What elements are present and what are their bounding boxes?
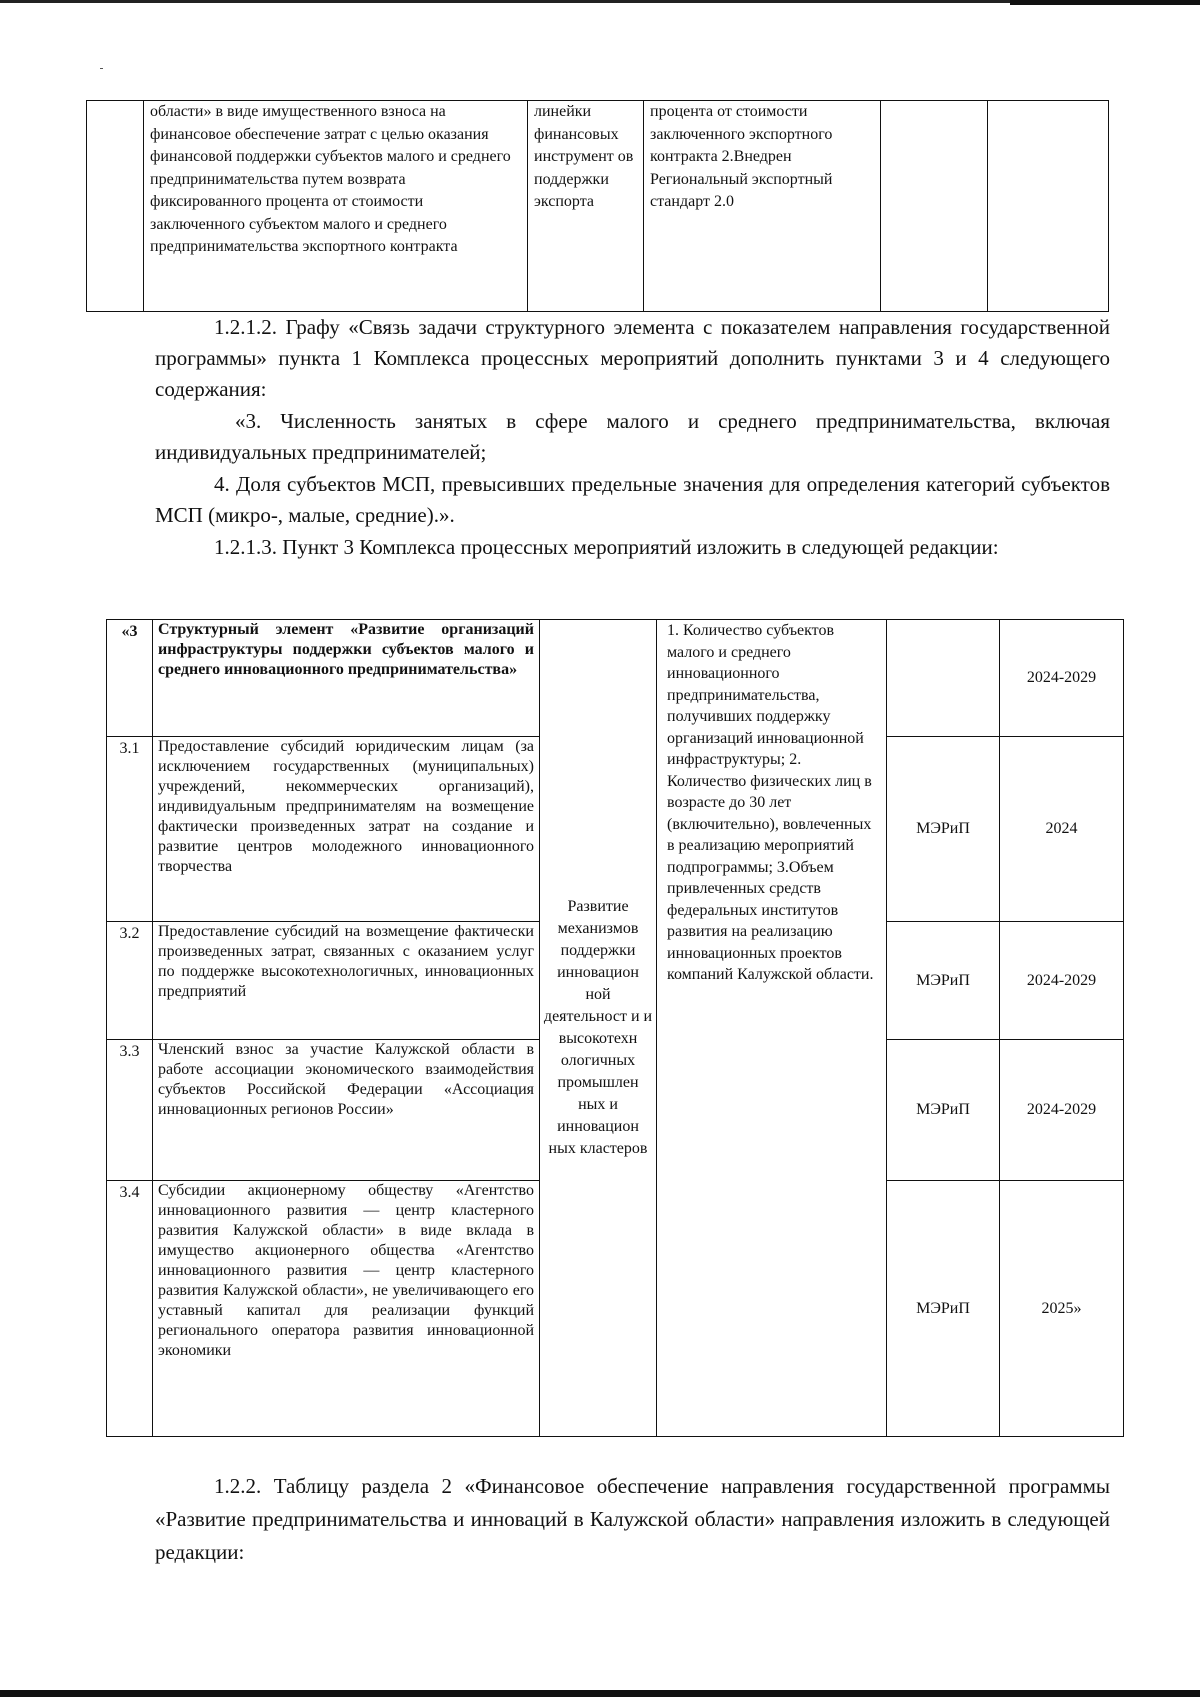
row-number: 3.2 [107,922,153,1040]
paragraph-1-2-1-3: 1.2.1.3. Пункт 3 Комплекса процессных мероприятий изложить в следующей редакции: [214,535,999,559]
period-cell: 2025» [1000,1181,1124,1437]
activity-description: Членский взнос за участие Калужской области в работе ассоциации экономического взаимодействия субъектов Российской Федерации «Ассоциация инновационных регионов России» [153,1040,540,1181]
activity-description: Предоставление субсидий юридическим лицам (за исключением государственных (муниципальных) учреждений, некоммерческих организаций), индивидуальным предпринимателям на возмещение фактически произведенных затрат на создание и развитие центров молодежного инновационного творчества [153,737,540,922]
row-number: 3.1 [107,737,153,922]
top-table-cell-indicator: процента от стоимости заключенного экспортного контракта 2.Внедрен Региональный экспортный стандарт 2.0 [644,101,881,312]
task-goal-cell: Развитие механизмов поддержки инновацион ной деятельност и и высокотехн ологичных промышлен ных и инновацион ных кластеров [540,620,657,1437]
responsible-cell: МЭРиП [887,1181,1000,1437]
responsible-cell [887,620,1000,737]
top-table-cell-empty [881,101,988,312]
row-number: «3 [107,620,153,737]
activity-description: Предоставление субсидий на возмещение фактически произведенных затрат, связанных с оказанием услуг по поддержке высокотехнологичных, инновационных предприятий [153,922,540,1040]
row-number: 3.3 [107,1040,153,1181]
row-number: 3.4 [107,1181,153,1437]
top-table-fragment [86,100,1109,312]
scan-border-bottom [0,1690,1200,1697]
indicators-cell: 1. Количество субъектов малого и среднего инновационного предпринимательства, получивших поддержку организаций инновационной инфраструктуры; 2. Количество физических лиц в возрасте до 30 лет (включительно), вовлеченных в реализацию мероприятий подпрограммы; 3.Объем привлеченных средств федеральных институтов развития на реализацию инновационных проектов компаний Калужской области. [657,620,887,1437]
scan-mark-top-right [1010,0,1200,5]
period-cell: 2024-2029 [1000,922,1124,1040]
period-cell: 2024-2029 [1000,1040,1124,1181]
period-cell: 2024 [1000,737,1124,922]
responsible-cell: МЭРиП [887,1040,1000,1181]
paragraph-1-2-1-2: 1.2.1.2. Графу «Связь задачи структурного элемента с показателем направления государственной программы» пункта 1 Комплекса процессных мероприятий дополнить пунктами 3 и 4 следующего содержания: [155,315,1110,401]
responsible-cell: МЭРиП [887,922,1000,1040]
top-table-cell-description: области» в виде имущественного взноса на финансовое обеспечение затрат с целью оказания финансовой поддержки субъектов малого и среднего предпринимательства путем возврата фиксированного процента от стоимости заключенного субъектом малого и среднего предпринимательства экспортного контракта [144,101,528,312]
paragraph-item-4: 4. Доля субъектов МСП, превысивших предельные значения для определения категорий субъектов МСП (микро-, малые, средние).». [155,472,1110,527]
process-activities-table [106,619,1124,1437]
paragraph-1-2-2: 1.2.2. Таблицу раздела 2 «Финансовое обеспечение направления государственной программы «Развитие предпринимательства и инноваций в Калужской области» направления изложить в следующей редакции: [155,1474,1110,1564]
table-row [87,101,1109,312]
top-table-cell-empty [87,101,144,312]
period-cell: 2024-2029 [1000,620,1124,737]
paragraph-item-3: «3. Численность занятых в сфере малого и среднего предпринимательства, включая индивидуальных предпринимателей; [155,409,1110,464]
top-table-cell-goal: линейки финансовых инструмент ов поддержки экспорта [528,101,644,312]
responsible-cell: МЭРиП [887,737,1000,922]
top-table-cell-empty [988,101,1109,312]
scan-speck [100,68,103,69]
activity-description: Субсидии акционерному обществу «Агентство инновационного развития — центр кластерного развития Калужской области» в виде вклада в имущество акционерного общества «Агентство инновационного развития — центр кластерного развития Калужской области», не увеличивающего его уставный капитал для реализации функций регионального оператора развития инновационной экономики [153,1181,540,1437]
structural-element-title: Структурный элемент «Развитие организаций инфраструктуры поддержки субъектов малого и среднего инновационного предпринимательства» [153,620,540,737]
table-row [107,620,1124,737]
